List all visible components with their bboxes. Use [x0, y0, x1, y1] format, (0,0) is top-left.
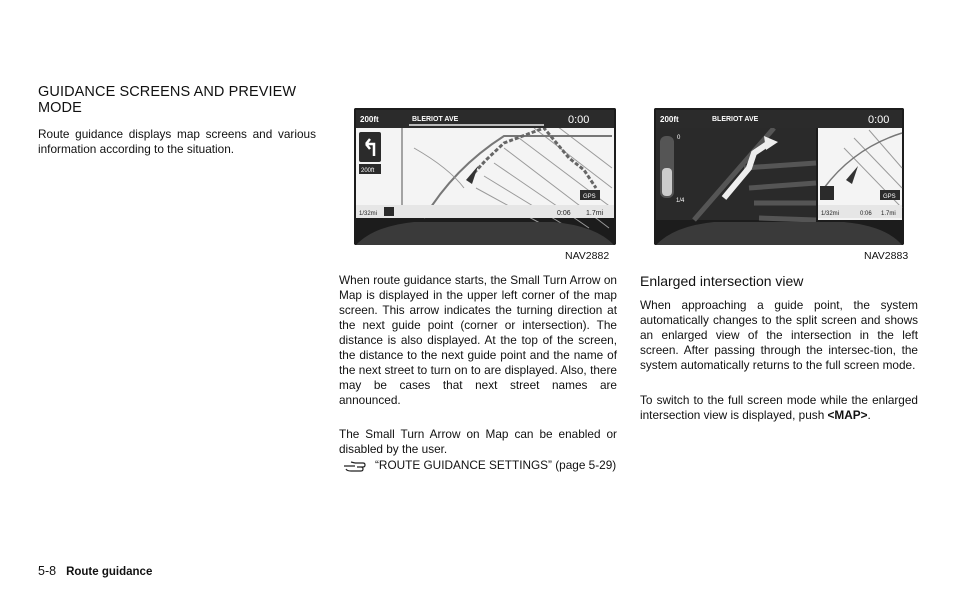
section-title: GUIDANCE SCREENS AND PREVIEW MODE: [38, 84, 297, 116]
distance-label-2: 200ft: [660, 115, 679, 124]
scale-label: 1/32mi: [359, 211, 378, 217]
intro-paragraph: Route guidance displays map screens and various information according to the situation.: [38, 127, 316, 156]
figure-caption: NAV2882: [565, 250, 610, 262]
chapter-title: Route guidance: [66, 566, 153, 578]
map-screen-image: [354, 108, 616, 245]
split-screen-image: [654, 108, 904, 245]
turn-arrow-paragraph: When route guidance starts, the Small Turn Arrow on Map is displayed in the upper left corner of the map screen. This arrow indicates the turning direction at the next guide point (corner or intersection). The distance is also displayed. At the top of the screen, the distance to the next guide point and the name of the next street to turn on to are displayed. Also, there may be cases that next street names are announced.: [339, 273, 617, 407]
street-label: BLERIOT AVE: [412, 116, 459, 123]
figure-caption: NAV2883: [864, 250, 909, 262]
distance-label: 200ft: [360, 115, 379, 124]
remaining-label: 1.7mi: [586, 210, 604, 217]
page-footer: [38, 564, 152, 578]
figure-nav2883: [654, 108, 904, 245]
eta-label-2: 0:06: [860, 211, 872, 217]
switch-text: To switch to the full screen mode while the enlarged intersection view is displayed, push: [640, 393, 918, 422]
street-label-2: BLERIOT AVE: [712, 116, 759, 123]
enlarged-view-paragraph: When approaching a guide point, the system automatically changes to the split screen and shows an enlarged view of the intersection in the left screen. After passing through the intersec-tion, the system automatically returns to the full screen mode.: [640, 298, 918, 372]
reference-link[interactable]: “ROUTE GUIDANCE SETTINGS” (page 5-29): [375, 458, 617, 472]
bar-bottom-label: 1/4: [676, 198, 685, 204]
pointing-hand-icon: [343, 459, 367, 473]
turn-distance: 200ft: [361, 168, 375, 174]
time-label-2: 0:00: [868, 114, 890, 126]
page-number: 5-8: [38, 564, 57, 578]
switch-end: .: [867, 408, 871, 422]
setting-paragraph: The Small Turn Arrow on Map can be enabled or disabled by the user.: [339, 427, 617, 456]
scale-label-2: 1/32mi: [821, 211, 840, 217]
gps-label-2: GPS: [883, 194, 896, 200]
gps-label: GPS: [583, 194, 596, 200]
time-label: 0:00: [568, 114, 590, 126]
subsection-heading: Enlarged intersection view: [640, 273, 804, 289]
eta-label: 0:06: [557, 210, 571, 217]
figure-nav2882: [354, 108, 616, 245]
bar-top-label: 0: [677, 135, 681, 141]
remaining-label-2: 1.7mi: [881, 211, 896, 217]
map-key: <MAP>: [827, 408, 868, 422]
switch-mode-paragraph: [640, 393, 918, 423]
